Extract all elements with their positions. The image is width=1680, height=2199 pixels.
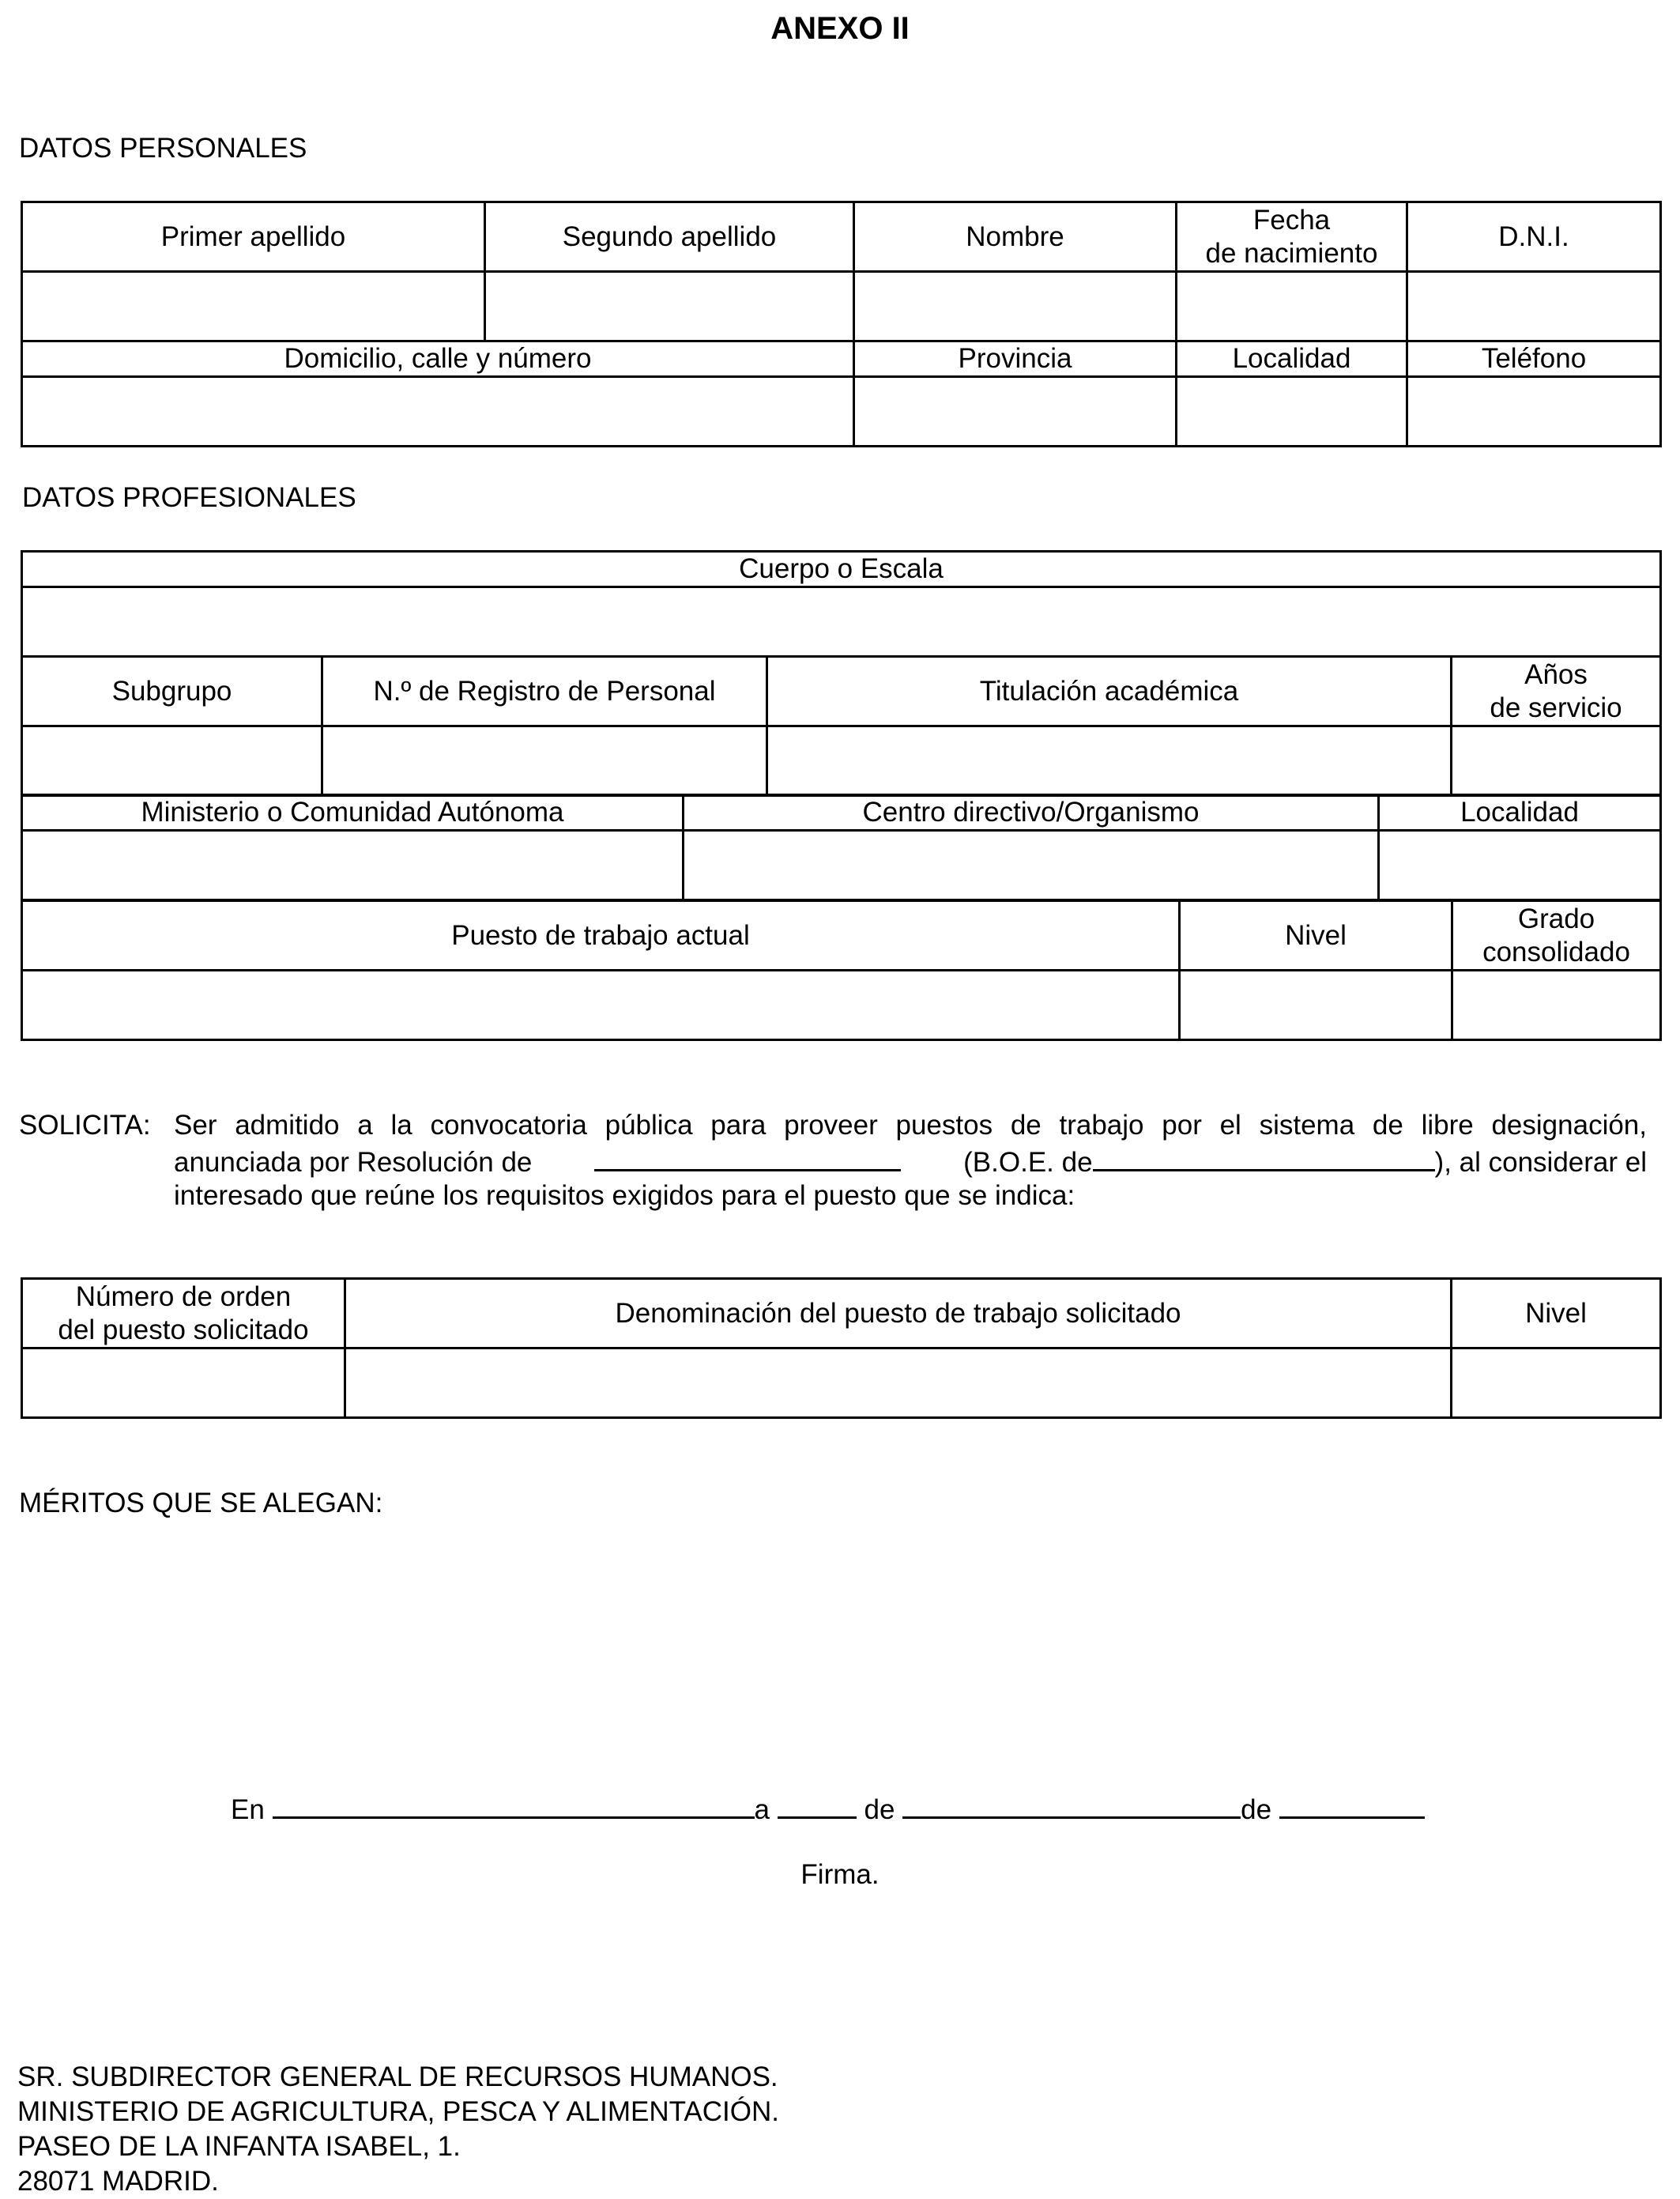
field-puesto-actual[interactable] <box>22 971 1180 1040</box>
field-telefono[interactable] <box>1407 377 1661 447</box>
datos-personales-table <box>21 201 1662 447</box>
solicita-label: SOLICITA: <box>19 1110 151 1141</box>
datos-profesionales-table-1 <box>21 550 1662 797</box>
fecha-a: a <box>754 1794 770 1825</box>
meritos-heading: MÉRITOS QUE SE ALEGAN: <box>19 1488 383 1518</box>
header-nivel-solicitado: Nivel <box>1452 1279 1661 1348</box>
header-fecha-line1: Fecha <box>1252 204 1331 236</box>
header-subgrupo: Subgrupo <box>22 657 322 726</box>
ano-blank[interactable] <box>1279 1791 1425 1819</box>
header-ministerio: Ministerio o Comunidad Autónoma <box>22 795 684 831</box>
fecha-line <box>231 1791 1425 1826</box>
field-fecha-nacimiento[interactable] <box>1177 272 1407 341</box>
dia-blank[interactable] <box>778 1791 857 1819</box>
destinatario-block <box>17 2060 779 2199</box>
field-anos-servicio[interactable] <box>1452 726 1661 796</box>
field-domicilio[interactable] <box>22 377 854 447</box>
field-nivel[interactable] <box>1180 971 1452 1040</box>
header-provincia: Provincia <box>854 341 1177 377</box>
field-nombre[interactable] <box>854 272 1177 341</box>
field-dni[interactable] <box>1407 272 1661 341</box>
header-domicilio: Domicilio, calle y número <box>22 341 854 377</box>
destinatario-line: SR. SUBDIRECTOR GENERAL DE RECURSOS HUMANOS. <box>17 2061 778 2092</box>
field-nivel-solicitado[interactable] <box>1452 1348 1661 1418</box>
field-segundo-apellido[interactable] <box>485 272 854 341</box>
header-numero-orden-line2: del puesto solicitado <box>58 1314 309 1345</box>
fecha-de1: de <box>864 1794 895 1825</box>
field-denominacion[interactable] <box>345 1348 1452 1418</box>
boe-close: ), al considerar el <box>1434 1147 1647 1178</box>
solicita-line3: interesado que reúne los requisitos exigidos para el puesto que se indica: <box>174 1180 1075 1211</box>
header-dni: D.N.I. <box>1407 202 1661 272</box>
fecha-en: En <box>231 1794 265 1825</box>
datos-profesionales-table-3 <box>21 900 1662 1041</box>
fecha-de2: de <box>1241 1794 1272 1825</box>
field-cuerpo-escala[interactable] <box>22 587 1661 657</box>
mes-blank[interactable] <box>902 1791 1241 1819</box>
field-localidad[interactable] <box>1177 377 1407 447</box>
destinatario-line: 28071 MADRID. <box>17 2166 219 2197</box>
field-titulacion[interactable] <box>767 726 1452 796</box>
field-provincia[interactable] <box>854 377 1177 447</box>
field-primer-apellido[interactable] <box>22 272 485 341</box>
header-localidad: Localidad <box>1177 341 1407 377</box>
page-title: ANEXO II <box>770 11 910 46</box>
field-ministerio[interactable] <box>22 831 684 900</box>
field-subgrupo[interactable] <box>22 726 322 796</box>
header-anos-line1: Años <box>1524 658 1588 690</box>
solicita-line2 <box>174 1142 1647 1179</box>
section-heading-datos-profesionales: DATOS PROFESIONALES <box>22 482 356 513</box>
field-grado-consolidado[interactable] <box>1452 971 1661 1040</box>
header-segundo-apellido: Segundo apellido <box>485 202 854 272</box>
header-grado-consolidado <box>1452 901 1661 971</box>
firma-label: Firma. <box>800 1859 880 1890</box>
header-centro-directivo: Centro directivo/Organismo <box>684 795 1379 831</box>
header-telefono: Teléfono <box>1407 341 1661 377</box>
section-heading-datos-personales: DATOS PERSONALES <box>19 133 307 164</box>
field-localidad-prof[interactable] <box>1379 831 1661 900</box>
header-fecha-nacimiento <box>1177 202 1407 272</box>
header-denominacion: Denominación del puesto de trabajo solicitado <box>345 1279 1452 1348</box>
destinatario-line: PASEO DE LA INFANTA ISABEL, 1. <box>17 2131 461 2162</box>
header-cuerpo-escala: Cuerpo o Escala <box>22 552 1661 587</box>
field-numero-orden[interactable] <box>22 1348 345 1418</box>
field-registro-personal[interactable] <box>322 726 767 796</box>
header-grado-line1: Grado <box>1517 903 1595 934</box>
boe-label: (B.O.E. de <box>963 1147 1093 1178</box>
solicita-line1: Ser admitido a la convocatoria pública para proveer puestos de trabajo por el sistema de libre designación, <box>174 1110 1647 1141</box>
header-nivel: Nivel <box>1180 901 1452 971</box>
resolucion-blank[interactable] <box>594 1142 901 1171</box>
solicita-text <box>174 1109 1647 1213</box>
solicita-line2-b <box>963 1142 1647 1179</box>
header-anos-servicio <box>1452 657 1661 726</box>
boe-date-blank[interactable] <box>1093 1142 1435 1171</box>
header-localidad-prof: Localidad <box>1379 795 1661 831</box>
header-puesto-actual: Puesto de trabajo actual <box>22 901 1180 971</box>
header-titulacion: Titulación académica <box>767 657 1452 726</box>
header-registro-personal: N.º de Registro de Personal <box>322 657 767 726</box>
header-nombre: Nombre <box>854 202 1177 272</box>
datos-profesionales-table-2 <box>21 794 1662 901</box>
solicita-line2-a: anunciada por Resolución de <box>174 1147 533 1178</box>
lugar-blank[interactable] <box>273 1791 755 1819</box>
header-numero-orden <box>22 1279 345 1348</box>
header-grado-line2: consolidado <box>1482 936 1630 967</box>
destinatario-line: MINISTERIO DE AGRICULTURA, PESCA Y ALIMENTACIÓN. <box>17 2096 780 2127</box>
puesto-solicitado-table <box>21 1277 1662 1419</box>
header-primer-apellido: Primer apellido <box>22 202 485 272</box>
header-fecha-line2: de nacimiento <box>1205 237 1378 269</box>
header-anos-line2: de servicio <box>1490 692 1622 723</box>
header-numero-orden-line1: Número de orden <box>75 1281 292 1312</box>
field-centro-directivo[interactable] <box>684 831 1379 900</box>
